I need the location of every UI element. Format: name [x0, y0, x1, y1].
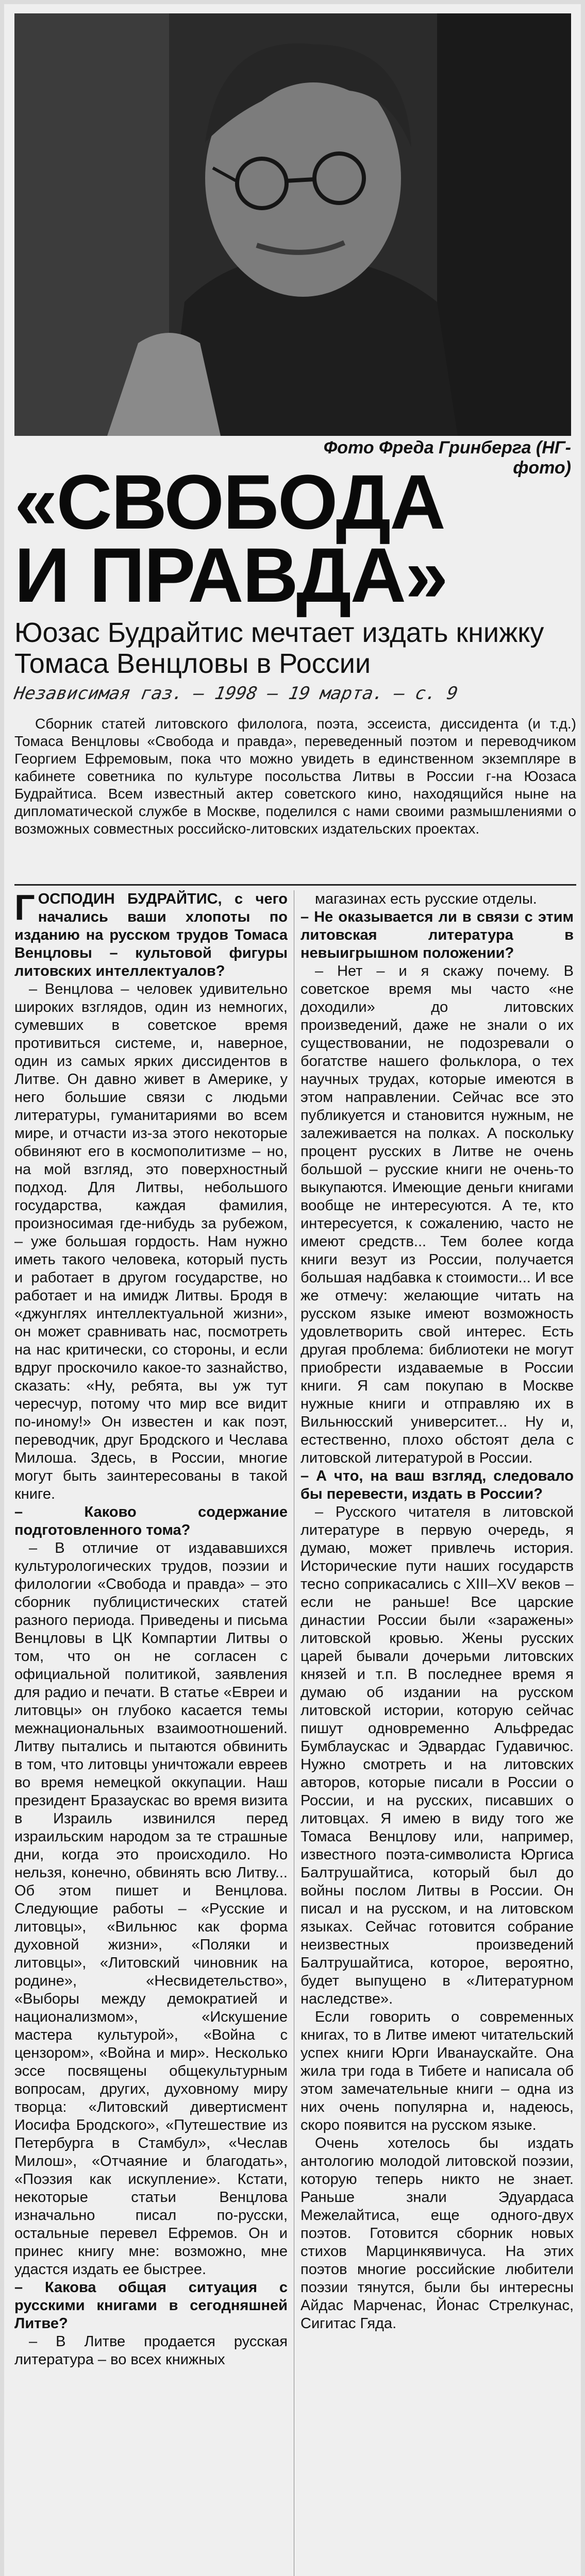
question-4: – Не оказывается ли в связи с этим литовская литература в невыигрышном положении?: [300, 909, 574, 961]
answer-4: – Нет – и я скажу почему. В советское время мы часто «не доходили» до литовских произведений, даже не знали о их существовании, не подозревали о богатстве нашего фольклора, о тех научных трудах, которые имеются в этом направлении. Сейчас все это публикуется и становится нужным, не залеживается на полках. А поскольку процент русских в Литве не очень большой – русские книги не очень-то выкупаются. Имеющие деньги книгами вообще не интересуются. А те, кто интересуется, к сожалению, часто не имеют средств... Тем более когда книги везут из России, получается большая надбавка к стоимости... И все же отмечу: желающие читать на русском языке имеют возможность удовлетворить свой интерес. Есть другая проблема: библиотеки не могут приобрести издаваемые в России книги. Я сам покупаю в Москве нужные книги и отправляю их в Вильнюсский университет... Ну и, естественно, плохо обстоят дела с литовской литературой в России.: [300, 963, 574, 1466]
subheadline: Юозас Будрайтис мечтает издать книжку Томаса Венцловы в России: [14, 617, 544, 679]
answer-1: – Венцлова – человек удивительно широких взглядов, один из немногих, сумевших в советское время противиться системе, и, наверное, один из самых ярких диссидентов в Литве. Он давно живет в Америке, у него большие связи с людьми литературы, гуманитариями во всем мире, и отчасти из-за этого некоторые обвиняют его в космополитизме – но, на мой взгляд, это поверхностный подход. Для Литвы, небольшого государства, каждая фамилия, произносимая где-нибудь за рубежом, – уже большая гордость. Нам нужно иметь такого человека, который пусть и работает в другом государстве, но работает и на имидж Литвы. Бродя в «джунглях интеллектуальной жизни», он может сравнивать нас, посмотреть на нас критически, со стороны, и если вдруг проскочило какое-то зазнайство, сказать: «Ну, ребята, вы уж тут чересчур, потому что мир все видит по-иному!» Он известен и как поэт, переводчик, друг Бродского и Чеслава Милоша. Здесь, в России, многие могут быть заинтересованы в такой книге.: [14, 981, 288, 1502]
answer-5: – Русского читателя в литовской литературе в первую очередь, я думаю, может привлечь история. Исторические пути наших государств тесно соприкасались с XIII–XV веков – если не раньше! Все царские династии России были «заражены» литовской кровью. Жены русских царей бывали дочерьми литовских князей и т.п. В последнее время я думаю об издании на русском литовской истории, которую сейчас пишут одновременно Альфредас Бумблаускас и Эдвардас Гудавичюс. Нужно смотреть и на литовских авторов, которые писали в России о России, и на русских, писавших о литовцах. Я имею в виду того же Томаса Венцлову или, например, известного поэта-символиста Юргиса Балтрушайтиса, который был до войны послом Литвы в России. Он писал и на русском, и на литовском языках. Сейчас готовится собрание неизвестных произведений Балтрушайтиса, которое, вероятно, будет выпущено в «Литературном наследстве».: [300, 1504, 574, 2007]
headline-line-2: И ПРАВДА»: [14, 532, 447, 618]
question-3: – Какова общая ситуация с русскими книгами в сегодняшней Литве?: [14, 2279, 288, 2332]
portrait-image: [14, 13, 571, 436]
answer-3-continued: магазинах есть русские отделы.: [315, 891, 537, 907]
lead-paragraph: Сборник статей литовского филолога, поэта, эссеиста, диссидента (и т.д.) Томаса Венцловы «Свобода и правда», переведенный поэтом и переводчиком Георгием Ефремовым, пока что можно увидеть в единственном экземпляре в кабинете советника по культуре посольства Литвы в России г-на Юозаса Будрайтиса. Всем известный актер советского кино, находящийся ныне на дипломатической службе в Москве, поделился с нами своими размышлениями о возможных совместных российско-литовских издательских проектах.: [14, 716, 576, 837]
left-column: [14, 890, 288, 2576]
newspaper-clipping: [4, 4, 581, 2576]
right-column: [300, 890, 574, 2576]
handwritten-source-note: Независимая газ. — 1998 — 19 марта. — с. 9: [12, 683, 460, 704]
answer-6: Если говорить о современных книгах, то в Литве имеют читательский успех книги Юрги Иванаускайте. Она жила три года в Тибете и написала об этом замечательные книги – одна из них очень популярна и, надеюсь, скоро появится на русском языке.: [300, 2009, 574, 2133]
section-rule: [14, 884, 576, 886]
answer-7: Очень хотелось бы издать антологию молодой литовской поэзии, которую теперь никто не знает. Раньше знали Эдуардаса Межелайтиса, еще одного-двух поэтов. Готовится сборник новых стихов Марцинкявичуса. На этих поэтов многие российские любители поэзии тянутся, были бы интересны Айдас Марченас, Йонас Стрелкунас, Сигитас Гяда.: [300, 2135, 574, 2332]
headline-line-1: «СВОБОДА: [14, 459, 445, 545]
drop-cap: Г: [14, 890, 35, 927]
question-2: – Каково содержание подготовленного тома?: [14, 1504, 288, 1538]
photo-credit: Фото Фреда Гринберга (НГ-фото): [323, 438, 571, 478]
question-1: [14, 890, 288, 980]
question-5: – А что, на ваш взгляд, следовало бы перевести, издать в России?: [300, 1468, 574, 1502]
portrait-photo: [14, 13, 571, 436]
headline: [14, 459, 576, 618]
answer-3: – В Литве продается русская литература – во всех книжных: [14, 2333, 288, 2368]
question-1-text: ОСПОДИН БУДРАЙТИС, с чего начались ваши хлопоты по изданию на русском трудов Томаса Венцловы – культовой фигуры литовских интеллектуалов?: [14, 891, 288, 979]
answer-2: – В отличие от издававшихся культурологических трудов, поэзии и филологии «Свобода и правда» – это сборник публицистических статей разного периода. Приведены и письма Венцловы в ЦК Компартии Литвы о том, что он не согласен с официальной политикой, заявления для радио и печати. В статье «Евреи и литовцы» он глубоко касается темы межнациональных взаимоотношений. Литву пытались и пытаются обвинить в том, что литовцы уничтожали евреев во время немецкой оккупации. Наш президент Бразаускас во время визита в Израиль извинился перед израильским народом за те страшные дни, когда это происходило. Но нельзя, конечно, обвинять всю Литву... Об этом пишет и Венцлова. Следующие работы – «Русские и литовцы», «Вильнюс как форма духовной жизни», «Поляки и литовцы», «Литовский чиновник на родине», «Несвидетельство», «Выборы между демократией и национализмом», «Искушение мастера культурой», «Война с цензором», «Война и мир». Несколько эссе посвящены общекультурным вопросам, других, духовному миру творца: «Литовский дивертисмент Иосифа Бродского», «Путешествие из Петербурга в Стамбул», «Чеслав Милош», «Отчаяние и благодать», «Поэзия как искупление». Кстати, некоторые статьи Венцлова изначально писал по-русски, остальные перевел Ефремов. Он и принес книгу мне: возможно, мне удастся издать ее быстрее.: [14, 1540, 288, 2278]
